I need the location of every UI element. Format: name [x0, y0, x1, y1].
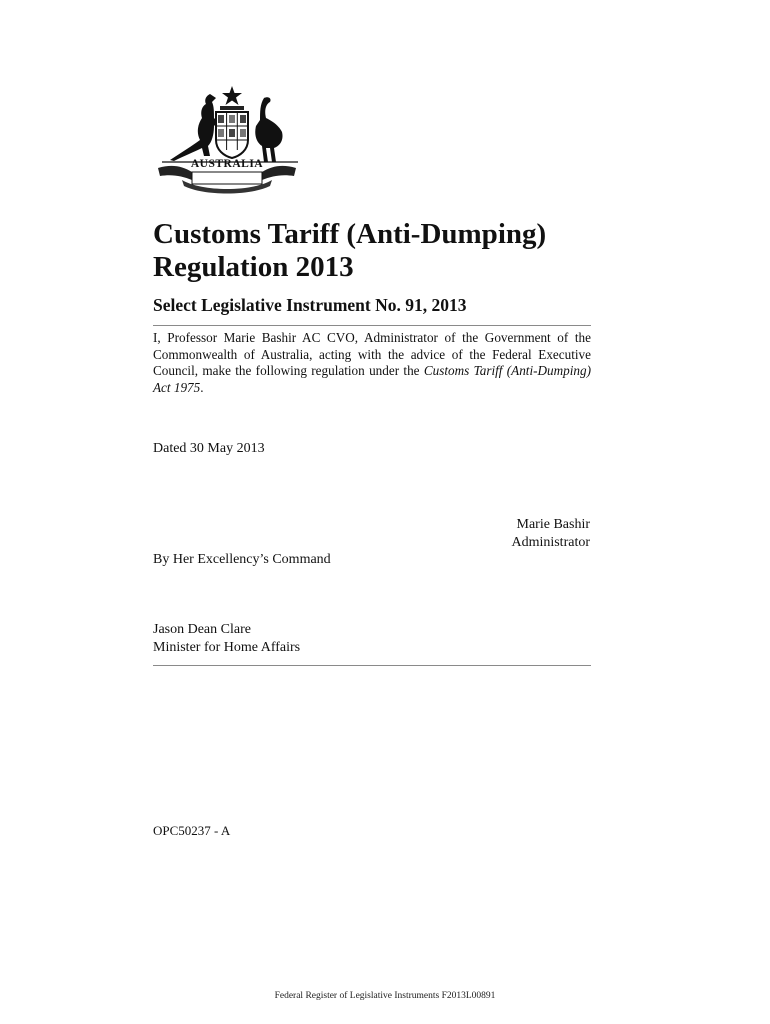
- command-line: By Her Excellency’s Command: [153, 552, 331, 567]
- signatory-title: Administrator: [511, 535, 590, 550]
- minister-signature-block: [153, 621, 300, 657]
- enacting-preamble: [153, 330, 591, 396]
- signatory-name: Marie Bashir: [516, 517, 590, 532]
- australian-coat-of-arms-icon: [152, 84, 302, 204]
- minister-title: Minister for Home Affairs: [153, 640, 301, 655]
- page-footer: Federal Register of Legislative Instruments F2013L00891: [274, 991, 496, 1001]
- act-name: Customs Tariff (Anti-Dumping) Act 1975: [153, 363, 591, 395]
- minister-name: Jason Dean Clare: [153, 622, 251, 637]
- preamble-text: I, Professor Marie Bashir AC CVO, Administrator of the Government of the Commonwealth of Australia, acting with the advice of the Federal Executive Council, make the following regulation under the: [153, 330, 591, 378]
- preamble-end: .: [200, 379, 204, 395]
- divider-top: [153, 325, 591, 326]
- divider-bottom: [153, 665, 591, 666]
- administrator-signature-block: [430, 516, 590, 552]
- coat-of-arms: [152, 84, 302, 204]
- date-line: Dated 30 May 2013: [153, 441, 265, 456]
- title-line-2: Regulation 2013: [153, 251, 354, 283]
- page-title: [153, 218, 613, 284]
- title-line-1: Customs Tariff (Anti-Dumping): [153, 218, 547, 250]
- crest-label: AUSTRALIA: [190, 158, 264, 170]
- drafting-reference: OPC50237 - A: [153, 823, 231, 838]
- instrument-number: Select Legislative Instrument No. 91, 2013: [153, 295, 467, 315]
